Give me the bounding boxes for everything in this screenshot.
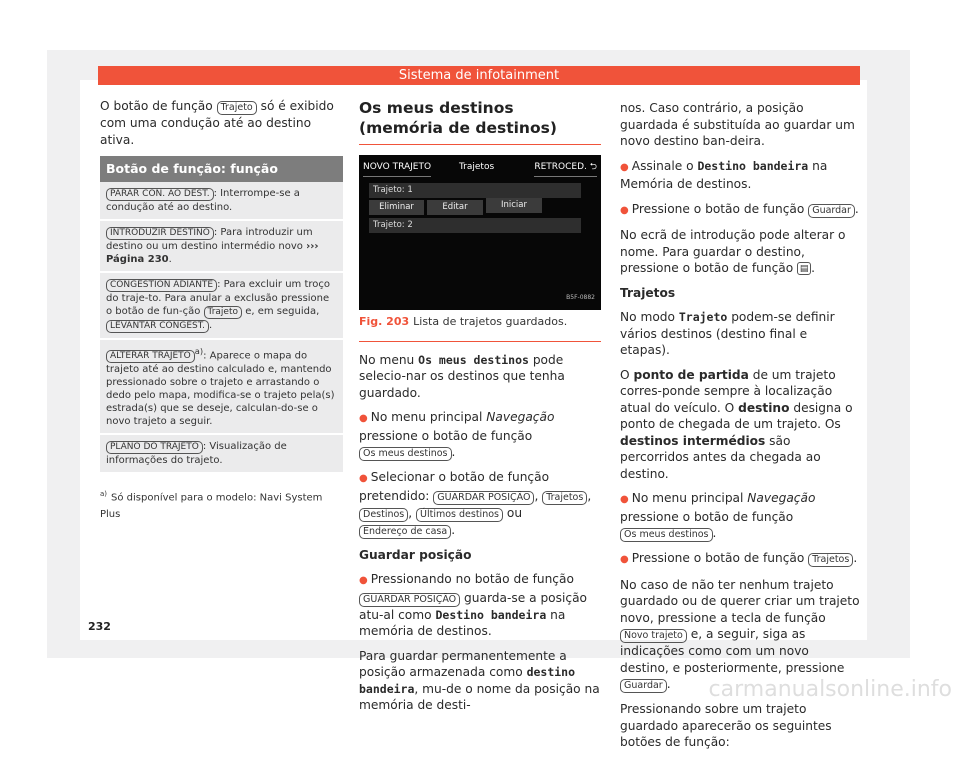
edit-button: Editar bbox=[427, 200, 483, 215]
column-middle bbox=[359, 98, 601, 722]
page-header: Sistema de infotainment bbox=[98, 66, 860, 85]
column-right bbox=[620, 100, 860, 759]
paragraph: Pressionando sobre um trajeto guardado aparecerão os seguintes botões de função: bbox=[620, 702, 832, 749]
row-button: PARAR CON. AO DEST. bbox=[106, 188, 214, 201]
back-arrow-icon: ⮌ bbox=[589, 162, 597, 172]
figure-code: B5F-0882 bbox=[566, 293, 595, 301]
table-row: INTRODUZIR DESTINO : Para introduzir um destino ou um destino intermédio novo ››› Página 230. bbox=[100, 221, 343, 273]
trajeto-button-ref: Trajeto bbox=[217, 101, 257, 115]
page-number: 232 bbox=[88, 620, 111, 633]
save-icon: ▤ bbox=[797, 262, 811, 275]
route-row-2: Trajeto: 2 bbox=[369, 218, 581, 233]
paragraph: Para guardar permanentemente a posição armazenada como destino bandeira, mu-de o nome da posição na memória de desti- bbox=[359, 648, 600, 712]
table-row: ALTERAR TRAJETO$^{a)}$: Aparece o mapa do trajeto até ao destino calculado e, mantendo pressionado sobre o trajeto e arrastando o dedo pelo mapa, modifica-se o trajeto pela(s) estrada(s) que se deseje, calculan-do-se o novo trajeto a seguir. bbox=[100, 340, 343, 435]
table-row: PLANO DO TRAJETO : Visualização de informações do trajeto. bbox=[100, 435, 343, 474]
column-left bbox=[100, 98, 343, 524]
section-title: Os meus destinos (memória de destinos) bbox=[359, 98, 601, 145]
infotainment-screen-figure bbox=[359, 155, 601, 310]
table-row: CONGESTION ADIANTE : Para excluir um troço do traje-to. Para anular a exclusão pressione o botão de fun-ção Trajeto e, em seguida, LEVANTAR CONGEST. . bbox=[100, 273, 343, 340]
footnote: $^{a)}$ Só disponível para o modelo: Navi System Plus bbox=[100, 490, 323, 521]
row-button: CONGESTION ADIANTE bbox=[106, 279, 217, 292]
route-row-1: Trajeto: 1 bbox=[369, 183, 581, 198]
function-table-title: Botão de função: função bbox=[100, 156, 343, 182]
paragraph: No menu Os meus destinos pode selecio-nar os destinos que tenha guardado. bbox=[359, 352, 565, 400]
row-button: Trajeto bbox=[204, 306, 242, 319]
paragraph: O ponto de partida de um trajeto corres-ponde sempre à localização atual do veículo. O destino designa o ponto de chegada de um trajeto. Os destinos intermédios são percorridos antes da chegada ao destino. bbox=[620, 367, 853, 481]
paragraph: nos. Caso contrário, a posição guardada é substituída ao guardar um novo destino ban-deira. bbox=[620, 101, 855, 148]
row-button: LEVANTAR CONGEST. bbox=[106, 320, 209, 333]
page-ref: ››› Página 230 bbox=[106, 241, 319, 265]
bullet-item: ● Pressionando no botão de função GUARDAR POSIÇÃO guarda-se a posição atu-al como Destino bandeira na memória de destinos. bbox=[359, 572, 587, 638]
bullet-item: ● Pressione o botão de função Trajetos . bbox=[620, 551, 858, 565]
watermark: carmanualsonline.info bbox=[708, 677, 952, 702]
paragraph: No ecrã de introdução pode alterar o nome. Para guardar o destino, pressione o botão de função ▤ . bbox=[620, 228, 846, 275]
delete-button: Eliminar bbox=[369, 200, 424, 215]
bullet-item: ● Selecionar o botão de função pretendido: GUARDAR POSIÇÃO , Trajetos , Destinos , Últimos destinos ou Endereço de casa . bbox=[359, 470, 592, 537]
subheading: Guardar posição bbox=[359, 547, 472, 562]
row-button: ALTERAR TRAJETO bbox=[106, 350, 195, 363]
table-row: PARAR CON. AO DEST. : Interrompe-se a condução até ao destino. bbox=[100, 182, 343, 221]
paragraph: No caso de não ter nenhum trajeto guardado ou de querer criar um trajeto novo, pressione a tecla de função Novo trajeto e, a seguir, siga as indicações como com um novo destino, e posteriormente, pressione Guardar . bbox=[620, 577, 860, 691]
subheading: Trajetos bbox=[620, 285, 676, 300]
back-button: RETROCED. ⮌ bbox=[534, 159, 597, 177]
figure-caption: Fig. 203 Lista de trajetos guardados. bbox=[359, 315, 568, 328]
bullet-item: ● Pressione o botão de função Guardar . bbox=[620, 201, 859, 216]
bullet-item: ● No menu principal Navegação pressione o botão de função Os meus destinos . bbox=[620, 491, 816, 540]
new-route-button: NOVO TRAJETO bbox=[363, 159, 431, 177]
bullet-item: ● Assinale o Destino bandeira na Memória de destinos. bbox=[620, 158, 828, 191]
divider bbox=[359, 341, 601, 342]
my-destinations-button-ref: Os meus destinos bbox=[359, 447, 452, 461]
row-button: PLANO DO TRAJETO bbox=[106, 441, 203, 454]
bullet-item: ● No menu principal Navegação pressione o botão de função Os meus destinos . bbox=[359, 410, 555, 459]
paragraph: No modo Trajeto podem-se definir vários destinos (destino final e etapas). bbox=[620, 310, 835, 357]
intro-paragraph: O botão de função Trajeto só é exibido com uma condução até ao destino ativa. bbox=[100, 99, 334, 147]
screen-title: Trajetos bbox=[459, 162, 495, 172]
start-button: Iniciar bbox=[486, 198, 542, 213]
row-button: INTRODUZIR DESTINO bbox=[106, 227, 214, 240]
